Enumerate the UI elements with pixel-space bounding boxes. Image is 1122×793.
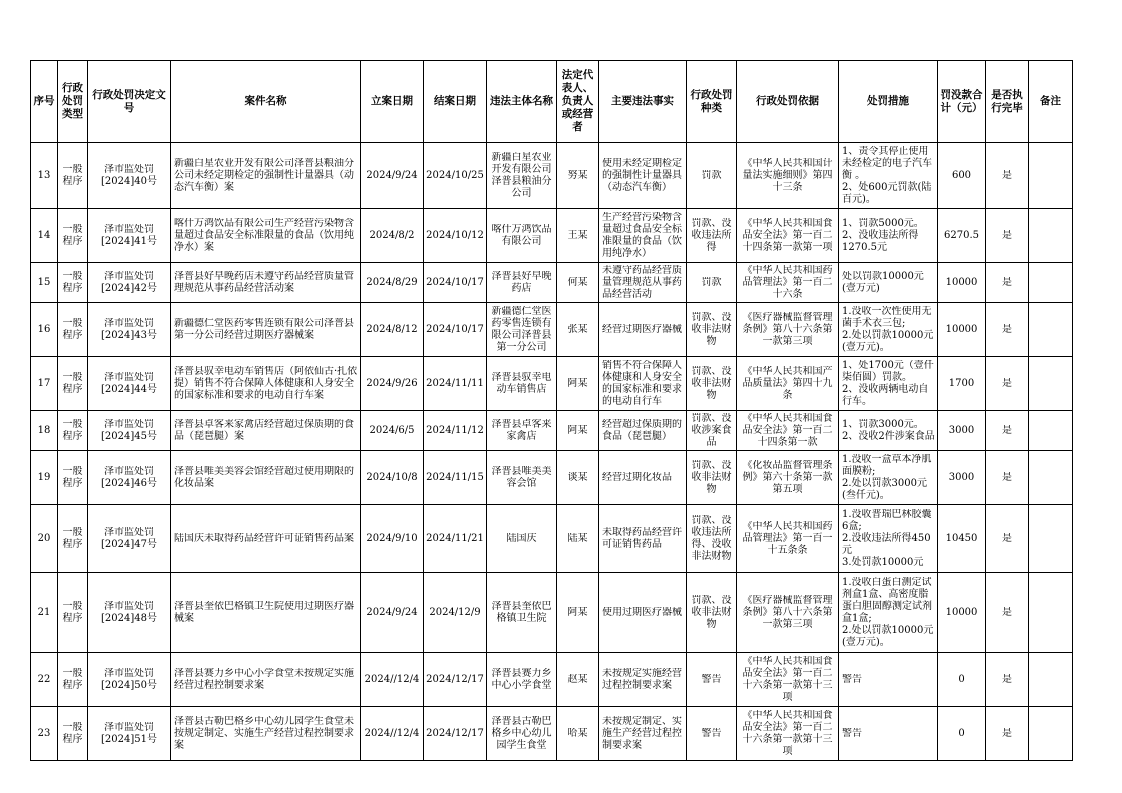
cell-person: 努某	[557, 143, 599, 209]
cell-note	[1029, 707, 1073, 761]
cell-note	[1029, 411, 1073, 451]
cell-case: 泽普县唯美美容会馆经营超过使用期限的化妆品案	[171, 451, 361, 505]
cell-doc: 泽市监处罚[2024]41号	[88, 209, 171, 263]
cell-note	[1029, 303, 1073, 357]
cell-measures: 1、罚款5000元。 2、没收违法所得1270.5元	[839, 209, 938, 263]
cell-no: 20	[31, 505, 58, 573]
cell-amount: 10000	[938, 573, 986, 653]
cell-basis: 《中华人民共和国药品管理法》第一百二十六条	[737, 263, 839, 303]
cell-case: 泽普县好早晚药店未遵守药品经营质量管理规范从事药品经营活动案	[171, 263, 361, 303]
cell-amount: 1700	[938, 357, 986, 411]
cell-case: 新疆德仁堂医药零售连锁有限公司泽普县第一分公司经营过期医疗器械案	[171, 303, 361, 357]
table-row	[31, 451, 1073, 505]
cell-doc: 泽市监处罚[2024]46号	[88, 451, 171, 505]
cell-subject: 新疆德仁堂医药零售连锁有限公司泽普县第一分公司	[487, 303, 557, 357]
cell-open-date: 2024/8/2	[361, 209, 424, 263]
cell-close-date: 2024/11/11	[424, 357, 487, 411]
cell-no: 14	[31, 209, 58, 263]
cell-measures: 警告	[839, 653, 938, 707]
cell-person: 陆某	[557, 505, 599, 573]
cell-done: 是	[986, 411, 1029, 451]
cell-open-date: 2024//12/4	[361, 707, 424, 761]
cell-open-date: 2024/9/10	[361, 505, 424, 573]
cell-done: 是	[986, 707, 1029, 761]
table-row	[31, 653, 1073, 707]
header-basis: 行政处罚依据	[737, 61, 839, 143]
cell-subject: 泽普县奎依巴格镇卫生院	[487, 573, 557, 653]
table-row	[31, 209, 1073, 263]
cell-basis: 《中华人民共和国食品安全法》第一百二十六条第一款第十三项	[737, 653, 839, 707]
cell-kind: 罚款	[687, 143, 737, 209]
header-row	[31, 61, 1073, 143]
cell-type: 一般程序	[58, 303, 88, 357]
penalty-table	[30, 60, 1073, 761]
header-open-date: 立案日期	[361, 61, 424, 143]
cell-kind: 罚款、没收违法所得	[687, 209, 737, 263]
cell-doc: 泽市监处罚[2024]44号	[88, 357, 171, 411]
cell-subject: 新疆白星农业开发有限公司泽普县粮油分公司	[487, 143, 557, 209]
cell-basis: 《中华人民共和国药品管理法》第一百一十五条条	[737, 505, 839, 573]
cell-facts: 使用未经定期检定的强制性计量器具（动态汽车衡）	[599, 143, 687, 209]
table-row	[31, 707, 1073, 761]
cell-open-date: 2024/8/29	[361, 263, 424, 303]
cell-person: 王某	[557, 209, 599, 263]
cell-kind: 罚款、没收非法财物	[687, 303, 737, 357]
cell-done: 是	[986, 653, 1029, 707]
cell-type: 一般程序	[58, 505, 88, 573]
cell-person: 张某	[557, 303, 599, 357]
cell-note	[1029, 653, 1073, 707]
cell-subject: 泽普县卓客来家禽店	[487, 411, 557, 451]
cell-case: 喀什万鸿饮品有限公司生产经营污染物含量超过食品安全标准限量的食品（饮用纯净水）案	[171, 209, 361, 263]
cell-facts: 经营超过保质期的食品（琵琶腿）	[599, 411, 687, 451]
cell-done: 是	[986, 573, 1029, 653]
cell-kind: 警告	[687, 653, 737, 707]
cell-basis: 《中华人民共和国食品安全法》第一百二十四条第一款第一项	[737, 209, 839, 263]
cell-amount: 6270.5	[938, 209, 986, 263]
cell-basis: 《医疗器械监督管理条例》第八十六条第一款第三项	[737, 303, 839, 357]
cell-measures: 处以罚款10000元(壹万元)	[839, 263, 938, 303]
cell-kind: 罚款、没收非法财物	[687, 573, 737, 653]
cell-person: 何某	[557, 263, 599, 303]
cell-open-date: 2024/9/24	[361, 573, 424, 653]
header-measures: 处罚措施	[839, 61, 938, 143]
cell-doc: 泽市监处罚[2024]42号	[88, 263, 171, 303]
cell-amount: 10000	[938, 263, 986, 303]
cell-basis: 《中华人民共和国食品安全法》第一百二十四条第一款	[737, 411, 839, 451]
table-row	[31, 143, 1073, 209]
cell-amount: 0	[938, 707, 986, 761]
cell-close-date: 2024/10/25	[424, 143, 487, 209]
cell-type: 一般程序	[58, 707, 88, 761]
cell-facts: 未取得药品经营许可证销售药品	[599, 505, 687, 573]
cell-facts: 未遵守药品经营质量管理规范从事药品经营活动	[599, 263, 687, 303]
cell-amount: 0	[938, 653, 986, 707]
cell-facts: 生产经营污染物含量超过食品安全标准限量的食品（饮用纯净水）	[599, 209, 687, 263]
cell-amount: 600	[938, 143, 986, 209]
header-doc: 行政处罚决定文号	[88, 61, 171, 143]
cell-basis: 《化妆品监督管理条例》第六十条第一款第五项	[737, 451, 839, 505]
cell-no: 22	[31, 653, 58, 707]
cell-subject: 泽普县唯美美容会馆	[487, 451, 557, 505]
cell-subject: 喀什万鸿饮品有限公司	[487, 209, 557, 263]
cell-doc: 泽市监处罚[2024]43号	[88, 303, 171, 357]
cell-measures: 警告	[839, 707, 938, 761]
cell-subject: 泽普县赛力乡中心小学食堂	[487, 653, 557, 707]
cell-type: 一般程序	[58, 573, 88, 653]
cell-kind: 警告	[687, 707, 737, 761]
cell-doc: 泽市监处罚[2024]50号	[88, 653, 171, 707]
header-note: 备注	[1029, 61, 1073, 143]
cell-done: 是	[986, 143, 1029, 209]
cell-note	[1029, 209, 1073, 263]
cell-facts: 经营过期化妆品	[599, 451, 687, 505]
header-facts: 主要违法事实	[599, 61, 687, 143]
cell-open-date: 2024/9/24	[361, 143, 424, 209]
table-row	[31, 263, 1073, 303]
cell-case: 泽普县赛力乡中心小学食堂未按规定实施经营过程控制要求案	[171, 653, 361, 707]
cell-no: 19	[31, 451, 58, 505]
cell-no: 18	[31, 411, 58, 451]
cell-open-date: 2024/10/8	[361, 451, 424, 505]
cell-case: 泽普县卓客来家禽店经营超过保质期的食品（琵琶腿）案	[171, 411, 361, 451]
cell-done: 是	[986, 303, 1029, 357]
cell-note	[1029, 451, 1073, 505]
header-amount: 罚没款合计（元）	[938, 61, 986, 143]
cell-open-date: 2024/6/5	[361, 411, 424, 451]
cell-close-date: 2024/12/17	[424, 653, 487, 707]
cell-amount: 10450	[938, 505, 986, 573]
cell-person: 哈某	[557, 707, 599, 761]
cell-case: 陆国庆未取得药品经营许可证销售药品案	[171, 505, 361, 573]
cell-no: 16	[31, 303, 58, 357]
table-row	[31, 411, 1073, 451]
cell-person: 赵某	[557, 653, 599, 707]
header-done: 是否执行完毕	[986, 61, 1029, 143]
cell-type: 一般程序	[58, 209, 88, 263]
cell-person: 阿某	[557, 357, 599, 411]
cell-note	[1029, 505, 1073, 573]
cell-close-date: 2024/12/9	[424, 573, 487, 653]
cell-open-date: 2024/9/26	[361, 357, 424, 411]
cell-doc: 泽市监处罚[2024]40号	[88, 143, 171, 209]
cell-kind: 罚款、没收非法财物	[687, 357, 737, 411]
cell-type: 一般程序	[58, 411, 88, 451]
cell-done: 是	[986, 451, 1029, 505]
cell-open-date: 2024/8/12	[361, 303, 424, 357]
header-subject: 违法主体名称	[487, 61, 557, 143]
cell-amount: 3000	[938, 411, 986, 451]
header-no: 序号	[31, 61, 58, 143]
cell-subject: 泽普县古勒巴格乡中心幼儿园学生食堂	[487, 707, 557, 761]
cell-close-date: 2024/12/17	[424, 707, 487, 761]
cell-measures: 1.没收一次性使用无菌手术衣三包; 2.处以罚款10000元(壹万元)。	[839, 303, 938, 357]
cell-note	[1029, 143, 1073, 209]
cell-type: 一般程序	[58, 143, 88, 209]
cell-close-date: 2024/11/21	[424, 505, 487, 573]
cell-kind: 罚款	[687, 263, 737, 303]
cell-no: 23	[31, 707, 58, 761]
cell-person: 谈某	[557, 451, 599, 505]
cell-type: 一般程序	[58, 357, 88, 411]
cell-close-date: 2024/10/17	[424, 303, 487, 357]
cell-basis: 《中华人民共和国食品安全法》第一百二十六条第一款第十三项	[737, 707, 839, 761]
cell-facts: 销售不符合保障人体健康和人身安全的国家标准和要求的电动自行车	[599, 357, 687, 411]
cell-note	[1029, 263, 1073, 303]
cell-measures: 1.没收普瑞巴林胶囊6盒; 2.没收违法所得450元 3.处罚款10000元	[839, 505, 938, 573]
header-type: 行政处罚类型	[58, 61, 88, 143]
cell-case: 泽普县古勒巴格乡中心幼儿园学生食堂未按规定制定、实施生产经营过程控制要求案	[171, 707, 361, 761]
cell-done: 是	[986, 357, 1029, 411]
cell-case: 新疆白星农业开发有限公司泽普县粮油分公司未经定期检定的强制性计量器具（动态汽车衡）案	[171, 143, 361, 209]
cell-facts: 未按规定实施经营过程控制要求案	[599, 653, 687, 707]
cell-note	[1029, 573, 1073, 653]
cell-no: 17	[31, 357, 58, 411]
cell-subject: 陆国庆	[487, 505, 557, 573]
header-close-date: 结案日期	[424, 61, 487, 143]
cell-measures: 1.没收白蛋白测定试剂盒1盒、高密度脂蛋白胆固醇测定试剂盒1盒; 2.处以罚款10000元(壹万元)。	[839, 573, 938, 653]
cell-close-date: 2024/11/15	[424, 451, 487, 505]
cell-facts: 未按规定制定、实施生产经营过程控制要求案	[599, 707, 687, 761]
cell-no: 13	[31, 143, 58, 209]
header-kind: 行政处罚种类	[687, 61, 737, 143]
cell-basis: 《中华人民共和国计量法实施细则》第四十三条	[737, 143, 839, 209]
cell-amount: 3000	[938, 451, 986, 505]
cell-open-date: 2024//12/4	[361, 653, 424, 707]
cell-basis: 《医疗器械监督管理条例》第八十六条第一款第三项	[737, 573, 839, 653]
header-case: 案件名称	[171, 61, 361, 143]
cell-close-date: 2024/10/17	[424, 263, 487, 303]
cell-person: 阿某	[557, 411, 599, 451]
header-person: 法定代表人、负责人或经营者	[557, 61, 599, 143]
cell-no: 15	[31, 263, 58, 303]
cell-basis: 《中华人民共和国产品质量法》第四十九条	[737, 357, 839, 411]
cell-kind: 罚款、没收涉案食品	[687, 411, 737, 451]
cell-type: 一般程序	[58, 653, 88, 707]
cell-type: 一般程序	[58, 451, 88, 505]
cell-doc: 泽市监处罚[2024]51号	[88, 707, 171, 761]
cell-facts: 使用过期医疗器械	[599, 573, 687, 653]
cell-measures: 1、罚款3000元。 2、没收2件涉案食品	[839, 411, 938, 451]
cell-done: 是	[986, 209, 1029, 263]
cell-kind: 罚款、没收违法所得、没收非法财物	[687, 505, 737, 573]
cell-close-date: 2024/11/12	[424, 411, 487, 451]
cell-measures: 1.没收一盒草本净肌面膜粉; 2.处以罚款3000元(叁仟元)。	[839, 451, 938, 505]
cell-type: 一般程序	[58, 263, 88, 303]
cell-note	[1029, 357, 1073, 411]
cell-case: 泽普县奎依巴格镇卫生院使用过期医疗器械案	[171, 573, 361, 653]
cell-person: 阿某	[557, 573, 599, 653]
cell-doc: 泽市监处罚[2024]48号	[88, 573, 171, 653]
cell-doc: 泽市监处罚[2024]47号	[88, 505, 171, 573]
cell-amount: 10000	[938, 303, 986, 357]
table-row	[31, 505, 1073, 573]
cell-subject: 泽普县驭幸电动车销售店	[487, 357, 557, 411]
cell-subject: 泽普县好早晚药店	[487, 263, 557, 303]
cell-close-date: 2024/10/12	[424, 209, 487, 263]
cell-doc: 泽市监处罚[2024]45号	[88, 411, 171, 451]
cell-kind: 罚款、没收非法财物	[687, 451, 737, 505]
cell-facts: 经营过期医疗器械	[599, 303, 687, 357]
cell-no: 21	[31, 573, 58, 653]
cell-done: 是	[986, 263, 1029, 303]
cell-done: 是	[986, 505, 1029, 573]
table-row	[31, 357, 1073, 411]
table-row	[31, 303, 1073, 357]
table-row	[31, 573, 1073, 653]
cell-case: 泽普县驭幸电动车销售店（阿依仙古·扎依提）销售不符合保障人体健康和人身安全的国家标准和要求的电动自行车案	[171, 357, 361, 411]
cell-measures: 1、处1700元（壹仟柒佰圆）罚款。 2、没收两辆电动自行车。	[839, 357, 938, 411]
cell-measures: 1、责令其停止使用未经检定的电子汽车衡 。 2、处600元罚款(陆百元)。	[839, 143, 938, 209]
